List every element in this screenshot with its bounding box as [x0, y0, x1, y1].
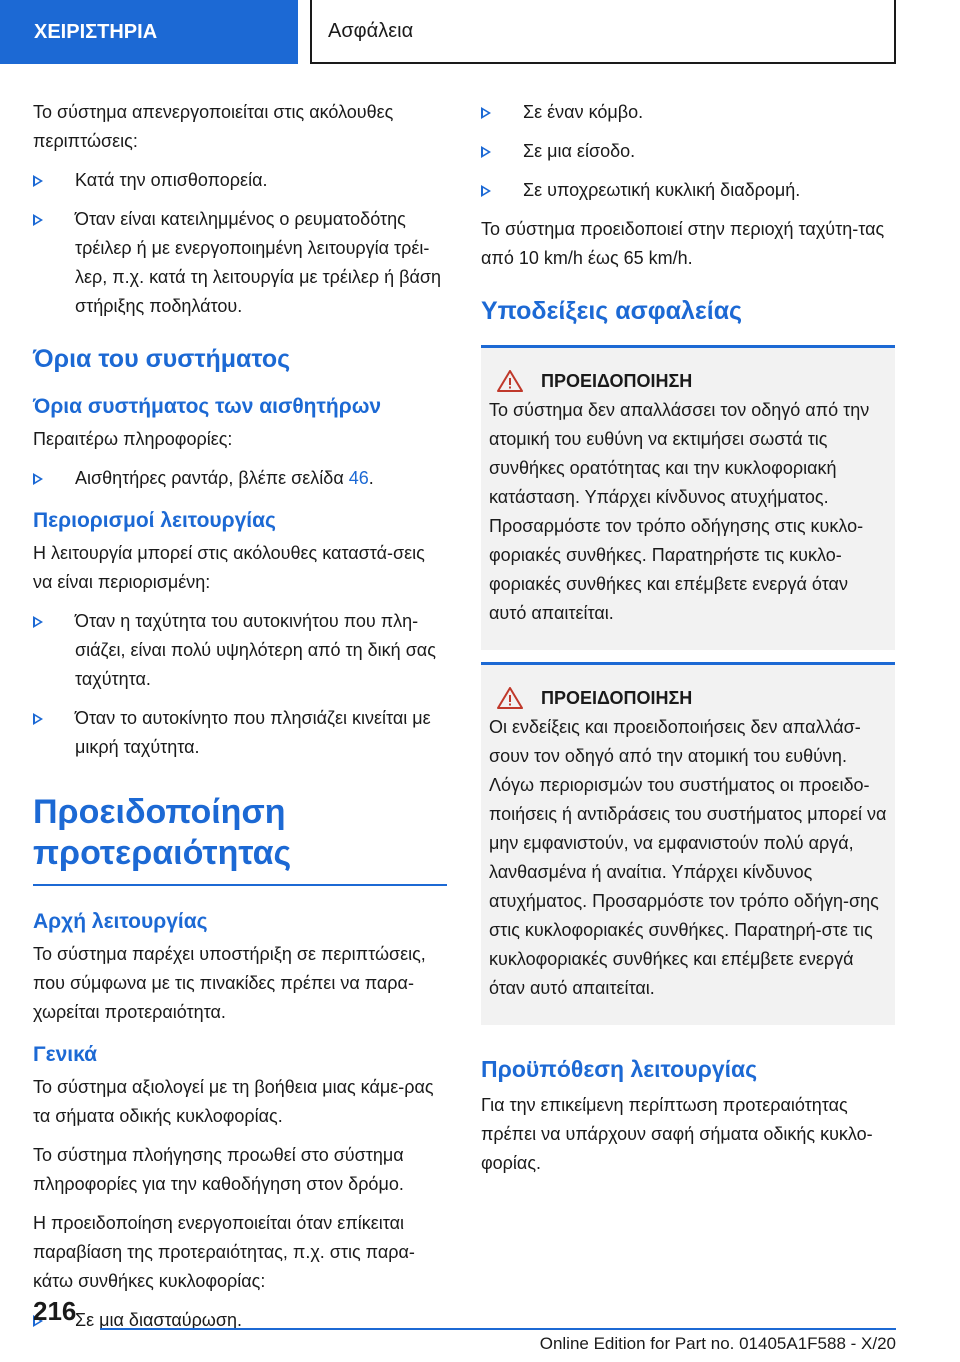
triangle-bullet-icon	[481, 107, 491, 119]
warning-title: ΠΡΟΕΙΔΟΠΟΙΗΣΗ	[541, 370, 693, 391]
triangle-bullet-icon	[33, 175, 43, 187]
list-item: Σε μια είσοδο.	[481, 137, 895, 166]
triangle-bullet-icon	[33, 616, 43, 628]
bullet-list	[33, 607, 447, 762]
list-item: Όταν είναι κατειλημμένος ο ρευματοδότης τρέιλερ ή με ενεργοποιημένη λειτουργία τρέι-λερ, π.χ. κατά τη λειτουργία με τρέιλερ ή βάση στήριξης ποδηλάτου.	[33, 205, 447, 321]
warning-triangle-icon	[497, 370, 523, 392]
edition-text: Online Edition for Part no. 01405A1F588 - X/20	[539, 1334, 896, 1353]
list-item: Όταν η ταχύτητα του αυτοκινήτου που πλη-σιάζει, είναι πολύ υψηλότερη από τη δική σας ταχύτητα.	[33, 607, 447, 694]
left-column	[33, 98, 447, 1345]
footer-rule	[100, 1328, 896, 1330]
list-item: Όταν το αυτοκίνητο που πλησιάζει κινείται με μικρή ταχύτητα.	[33, 704, 447, 762]
triangle-bullet-icon	[33, 214, 43, 226]
warning-header	[489, 687, 887, 709]
list-item: Σε μια διασταύρωση.	[33, 1306, 447, 1335]
heading-requirement: Προϋπόθεση λειτουργίας	[481, 1056, 758, 1082]
paragraph: Για την επικείμενη περίπτωση προτεραιότητας πρέπει να υπάρχουν σαφή σήματα οδικής κυκλο-φορίας.	[481, 1095, 873, 1173]
paragraph: Το σύστημα παρέχει υποστήριξη σε περιπτώσεις, που σύμφωνα με τις πινακίδες πρέπει να παρα-χωρείται προτεραιότητα.	[33, 944, 426, 1022]
warning-text: Το σύστημα δεν απαλλάσσει τον οδηγό από την ατομική του ευθύνη να εκτιμήσει σωστά τις συνθήκες ορατότητας και την κυκλοφοριακή κατάσταση. Υπάρχει κίνδυνος ατυχήματος. Προσαρμόστε τον τρόπο οδήγησης στις κυκλο-φοριακές συνθήκες. Παρατηρήστε τις κυκλο-φοριακές συνθήκες και επέμβετε ενεργά όταν αυτό απαιτείται.	[489, 400, 870, 623]
triangle-bullet-icon	[481, 146, 491, 158]
section-tab: ΧΕΙΡΙΣΤΗΡΙΑ	[0, 0, 298, 64]
bullet-list	[33, 1306, 447, 1335]
warning-text: Οι ενδείξεις και προειδοποιήσεις δεν απαλλάσ-σουν τον οδηγό από την ατομική του ευθύνη. Λόγω περιορισμών του συστήματος οι προειδο-ποιήσεις ή αντιδράσεις του συστήματος μπορεί να μην εμφανιστούν, να εμφανιστούν πολύ αργά, λανθασμένα ή αναίτια. Υπάρχει κίνδυνος ατυχήματος. Προσαρμόστε τον τρόπο οδήγη-σης στις κυκλοφοριακές συνθήκες. Παρατηρή-στε τις κυκλοφοριακές συνθήκες και επέμβετε ενεργά όταν αυτό απαιτείται.	[489, 717, 887, 998]
heading-general: Γενικά	[33, 1043, 98, 1066]
paragraph: Το σύστημα απενεργοποιείται στις ακόλουθες περιπτώσεις:	[33, 102, 394, 151]
heading-rule	[33, 884, 447, 886]
bullet-list	[481, 98, 895, 205]
heading-priority-warning: Προειδοποίηση προτεραιότητας	[33, 793, 292, 872]
list-item: Σε έναν κόμβο.	[481, 98, 895, 127]
heading-restrictions: Περιορισμοί λειτουργίας	[33, 509, 276, 532]
page-number: 216	[33, 1296, 77, 1326]
list-item: Σε υποχρεωτική κυκλική διαδρομή.	[481, 176, 895, 205]
list-item: Κατά την οπισθοπορεία.	[33, 166, 447, 195]
page-link[interactable]: 46	[348, 468, 369, 488]
triangle-bullet-icon	[481, 185, 491, 197]
triangle-bullet-icon	[33, 713, 43, 725]
warning-box	[481, 662, 895, 1025]
list-item: Αισθητήρες ραντάρ, βλέπε σελίδα 46.	[33, 464, 447, 493]
warning-title: ΠΡΟΕΙΔΟΠΟΙΗΣΗ	[541, 687, 693, 708]
chapter-title: Ασφάλεια	[310, 0, 896, 64]
bullet-list	[33, 166, 447, 321]
paragraph: Το σύστημα προειδοποιεί στην περιοχή ταχύτη-τας από 10 km/h έως 65 km/h.	[481, 219, 885, 268]
paragraph: Η προειδοποίηση ενεργοποιείται όταν επίκειται παραβίαση της προτεραιότητας, π.χ. στις παρα-κάτω συνθήκες κυκλοφορίας:	[33, 1213, 415, 1291]
paragraph: Το σύστημα πλοήγησης προωθεί στο σύστημα πληροφορίες για την καθοδήγηση στον δρόμο.	[33, 1145, 404, 1194]
triangle-bullet-icon	[33, 473, 43, 485]
paragraph: Το σύστημα αξιολογεί με τη βοήθεια μιας κάμε-ρας τα σήματα οδικής κυκλοφορίας.	[33, 1077, 434, 1126]
paragraph: Η λειτουργία μπορεί στις ακόλουθες καταστά-σεις να είναι περιορισμένη:	[33, 543, 425, 592]
warning-box	[481, 345, 895, 650]
bullet-list	[33, 464, 447, 493]
heading-sensor-limits: Όρια συστήματος των αισθητήρων	[33, 395, 382, 418]
heading-safety: Υποδείξεις ασφαλείας	[481, 297, 743, 325]
warning-triangle-icon	[497, 687, 523, 709]
heading-principle: Αρχή λειτουργίας	[33, 910, 208, 933]
heading-system-limits: Όρια του συστήματος	[33, 345, 291, 373]
right-column	[481, 98, 895, 1188]
warning-header	[489, 370, 887, 392]
paragraph: Περαιτέρω πληροφορίες:	[33, 429, 233, 449]
